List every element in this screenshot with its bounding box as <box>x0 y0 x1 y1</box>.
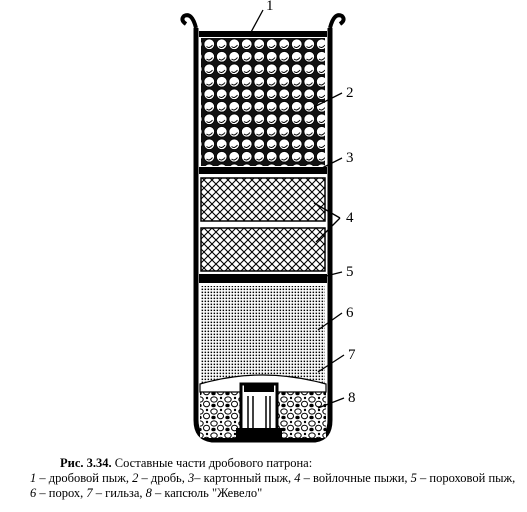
top-wad <box>199 31 327 37</box>
callout-7: 7 <box>348 347 356 363</box>
callout-5: 5 <box>346 264 354 280</box>
caption-text: Составные части дробового патрона: <box>114 456 313 470</box>
callout-6: 6 <box>346 305 354 321</box>
caption-item-5: 5 – пороховой пыж, <box>410 471 516 485</box>
caption-item-7: 7 – гильза, <box>86 486 146 500</box>
caption-item-3: 3– картонный пыж, <box>188 471 295 485</box>
caption-item-1: 1 – дробовой пыж, <box>30 471 133 485</box>
caption-item-6: 6 – порох, <box>30 486 87 500</box>
felt-wad-lower <box>201 228 325 271</box>
powder-layer <box>201 286 325 384</box>
callout-4: 4 <box>346 210 354 226</box>
callout-1: 1 <box>266 0 274 14</box>
callout-2: 2 <box>346 85 354 101</box>
caption-item-2: 2 – дробь, <box>132 471 188 485</box>
figure-caption <box>30 456 520 501</box>
caption-item-8: 8 – капсюль "Жевело" <box>145 486 263 500</box>
caption-item-4: 4 – войлочные пыжи, <box>294 471 411 485</box>
callout-3: 3 <box>346 150 354 166</box>
base-area <box>200 375 326 438</box>
felt-wad-upper <box>201 178 325 221</box>
shot-layer <box>201 38 325 166</box>
callout-8: 8 <box>348 390 356 406</box>
cardboard-wad <box>199 167 327 174</box>
caption-title: Рис. 3.34. <box>60 456 112 470</box>
powder-wad <box>199 274 327 283</box>
